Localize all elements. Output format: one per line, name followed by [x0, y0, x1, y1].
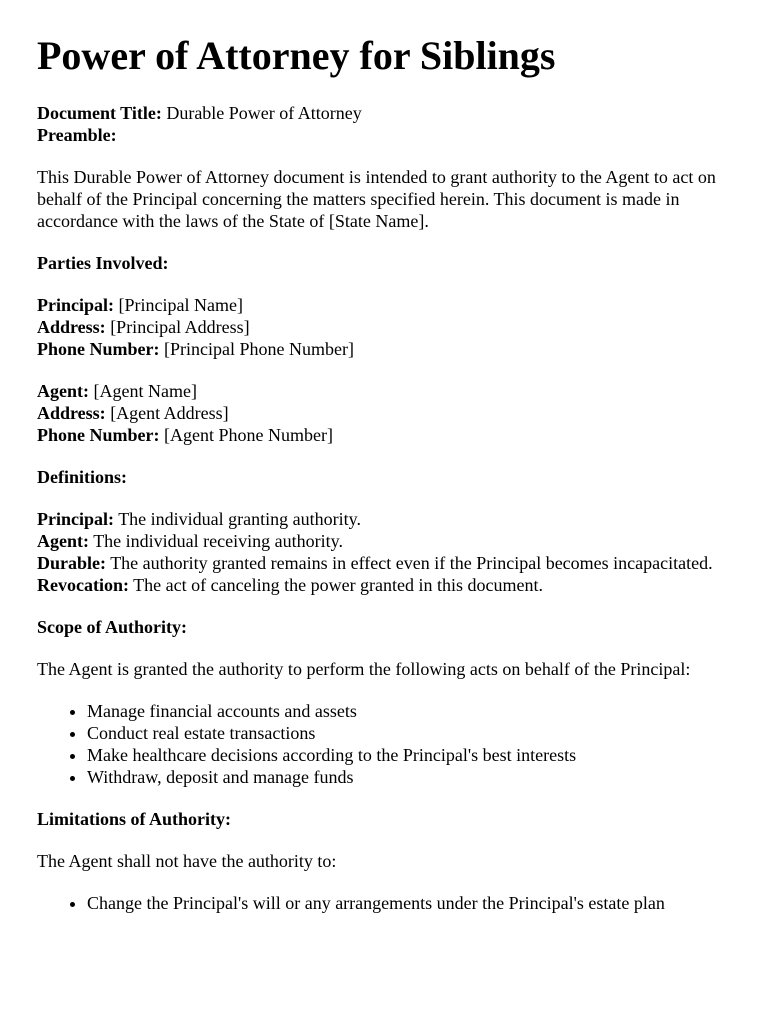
limitations-list — [37, 892, 734, 914]
list-item: • Manage financial accounts and assets — [87, 700, 734, 722]
agent-phone-value: [Agent Phone Number] — [164, 425, 333, 445]
principal-block — [37, 294, 734, 360]
agent-address-line — [37, 402, 734, 424]
limitations-heading-text: Limitations of Authority: — [37, 809, 232, 829]
document-header — [37, 102, 734, 146]
agent-phone-label: Phone Number: — [37, 425, 160, 445]
document-title-line — [37, 102, 734, 124]
principal-name-line — [37, 294, 734, 316]
principal-phone-label: Phone Number: — [37, 339, 160, 359]
principal-address-label: Address: — [37, 317, 106, 337]
parties-heading — [37, 252, 734, 274]
principal-address-value: [Principal Address] — [110, 317, 250, 337]
agent-address-value: [Agent Address] — [110, 403, 229, 423]
principal-name-label: Principal: — [37, 295, 114, 315]
list-item: • Conduct real estate transactions — [87, 722, 734, 744]
definition-term: Revocation: — [37, 575, 129, 595]
list-item: • Make healthcare decisions according to the Principal's best interests — [87, 744, 734, 766]
agent-block — [37, 380, 734, 446]
principal-phone-value: [Principal Phone Number] — [164, 339, 354, 359]
scope-list — [37, 700, 734, 788]
preamble-label-line — [37, 124, 734, 146]
list-item: • Change the Principal's will or any arrangements under the Principal's estate plan — [87, 892, 734, 914]
definition-item — [37, 574, 734, 596]
definitions-heading-text: Definitions: — [37, 467, 127, 487]
agent-name-value: [Agent Name] — [93, 381, 197, 401]
title-spacer — [37, 82, 734, 102]
scope-intro: The Agent is granted the authority to perform the following acts on behalf of the Principal: — [37, 659, 691, 679]
definition-item — [37, 552, 734, 574]
definition-text: The authority granted remains in effect even if the Principal becomes incapacitated. — [110, 553, 713, 573]
definition-term: Durable: — [37, 553, 106, 573]
principal-name-value: [Principal Name] — [118, 295, 243, 315]
definition-text: The individual receiving authority. — [93, 531, 343, 551]
preamble-label: Preamble: — [37, 125, 117, 145]
parties-heading-text: Parties Involved: — [37, 253, 169, 273]
definitions-list — [37, 508, 734, 596]
agent-phone-line — [37, 424, 734, 446]
principal-address-line — [37, 316, 734, 338]
principal-phone-line — [37, 338, 734, 360]
scope-heading — [37, 616, 734, 638]
limitations-heading — [37, 808, 734, 830]
definition-item — [37, 508, 734, 530]
definition-text: The act of canceling the power granted in this document. — [133, 575, 544, 595]
definition-text: The individual granting authority. — [118, 509, 361, 529]
page-title: Power of Attorney for Siblings — [37, 33, 556, 78]
scope-heading-text: Scope of Authority: — [37, 617, 187, 637]
definitions-heading — [37, 466, 734, 488]
agent-address-label: Address: — [37, 403, 106, 423]
agent-name-label: Agent: — [37, 381, 89, 401]
document-title-label: Document Title: — [37, 103, 162, 123]
definition-item — [37, 530, 734, 552]
preamble-text: This Durable Power of Attorney document is intended to grant authority to the Agent to act on behalf of the Principal concerning the matters specified herein. This document is made in accordance with the laws of the State of [State Name]. — [37, 167, 716, 231]
list-item: • Withdraw, deposit and manage funds — [87, 766, 734, 788]
definition-term: Principal: — [37, 509, 114, 529]
limitations-intro: The Agent shall not have the authority to: — [37, 851, 337, 871]
document-title-value: Durable Power of Attorney — [166, 103, 362, 123]
definition-term: Agent: — [37, 531, 89, 551]
agent-name-line — [37, 380, 734, 402]
